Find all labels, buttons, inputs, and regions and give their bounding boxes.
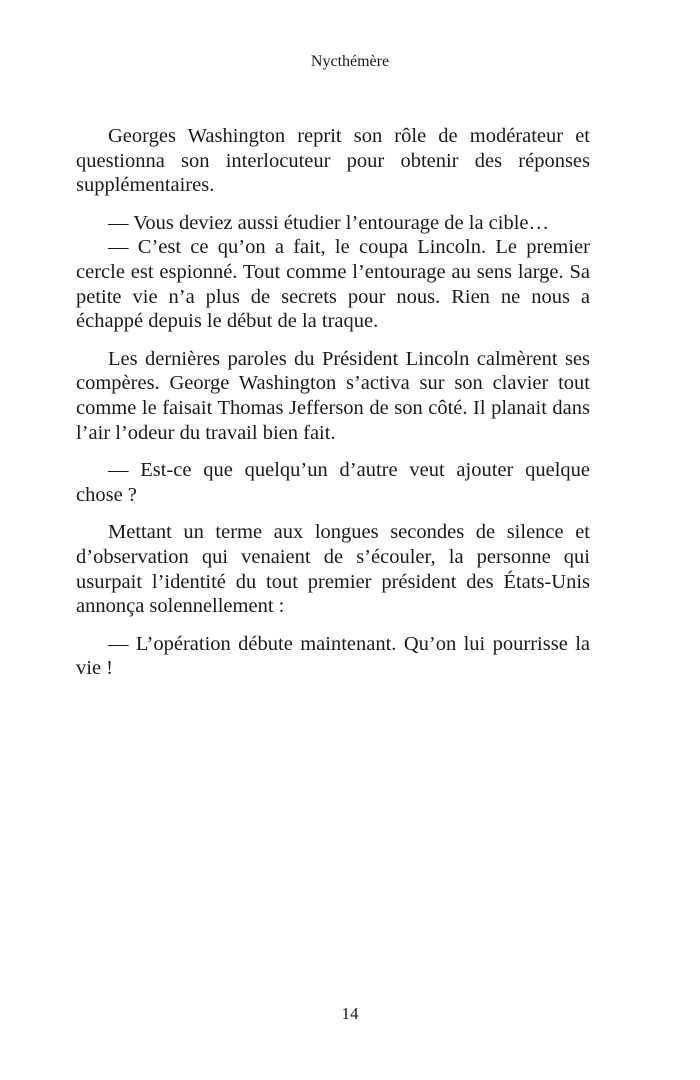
paragraph: — Est-ce que quelqu’un d’autre veut ajouter quelque chose ? (76, 459, 590, 506)
running-head-title: Nycthémère (310, 53, 390, 70)
paragraph: Les dernières paroles du Président Lincoln calmèrent ses compères. George Washington s’activa sur son clavier tout comme le faisait Thomas Jefferson de son côté. Il planait dans l’air l’odeur du travail bien fait. (76, 347, 590, 444)
paragraph: — L’opération débute maintenant. Qu’on lui pourrisse la vie ! (76, 632, 590, 680)
paragraph: Mettant un terme aux longues secondes de silence et d’observation qui venaient de s’écouler, la personne qui usurpait l’identité du tout premier président des États-Unis annonça solennellement : (76, 521, 590, 618)
paragraph: — Vous deviez aussi étudier l’entourage de la cible… (108, 211, 550, 234)
paragraph: Georges Washington reprit son rôle de modérateur et questionna son interlocuteur pour obtenir des réponses supplémentaires. (76, 125, 590, 197)
page-body (76, 124, 590, 681)
page-number: 14 (341, 1004, 359, 1023)
paragraph: — C’est ce qu’on a fait, le coupa Lincoln. Le premier cercle est espionné. Tout comme l’entourage au sens large. Sa petite vie n’a plus de secrets pour nous. Rien ne nous a échappé depuis le début de la traque. (76, 236, 590, 333)
